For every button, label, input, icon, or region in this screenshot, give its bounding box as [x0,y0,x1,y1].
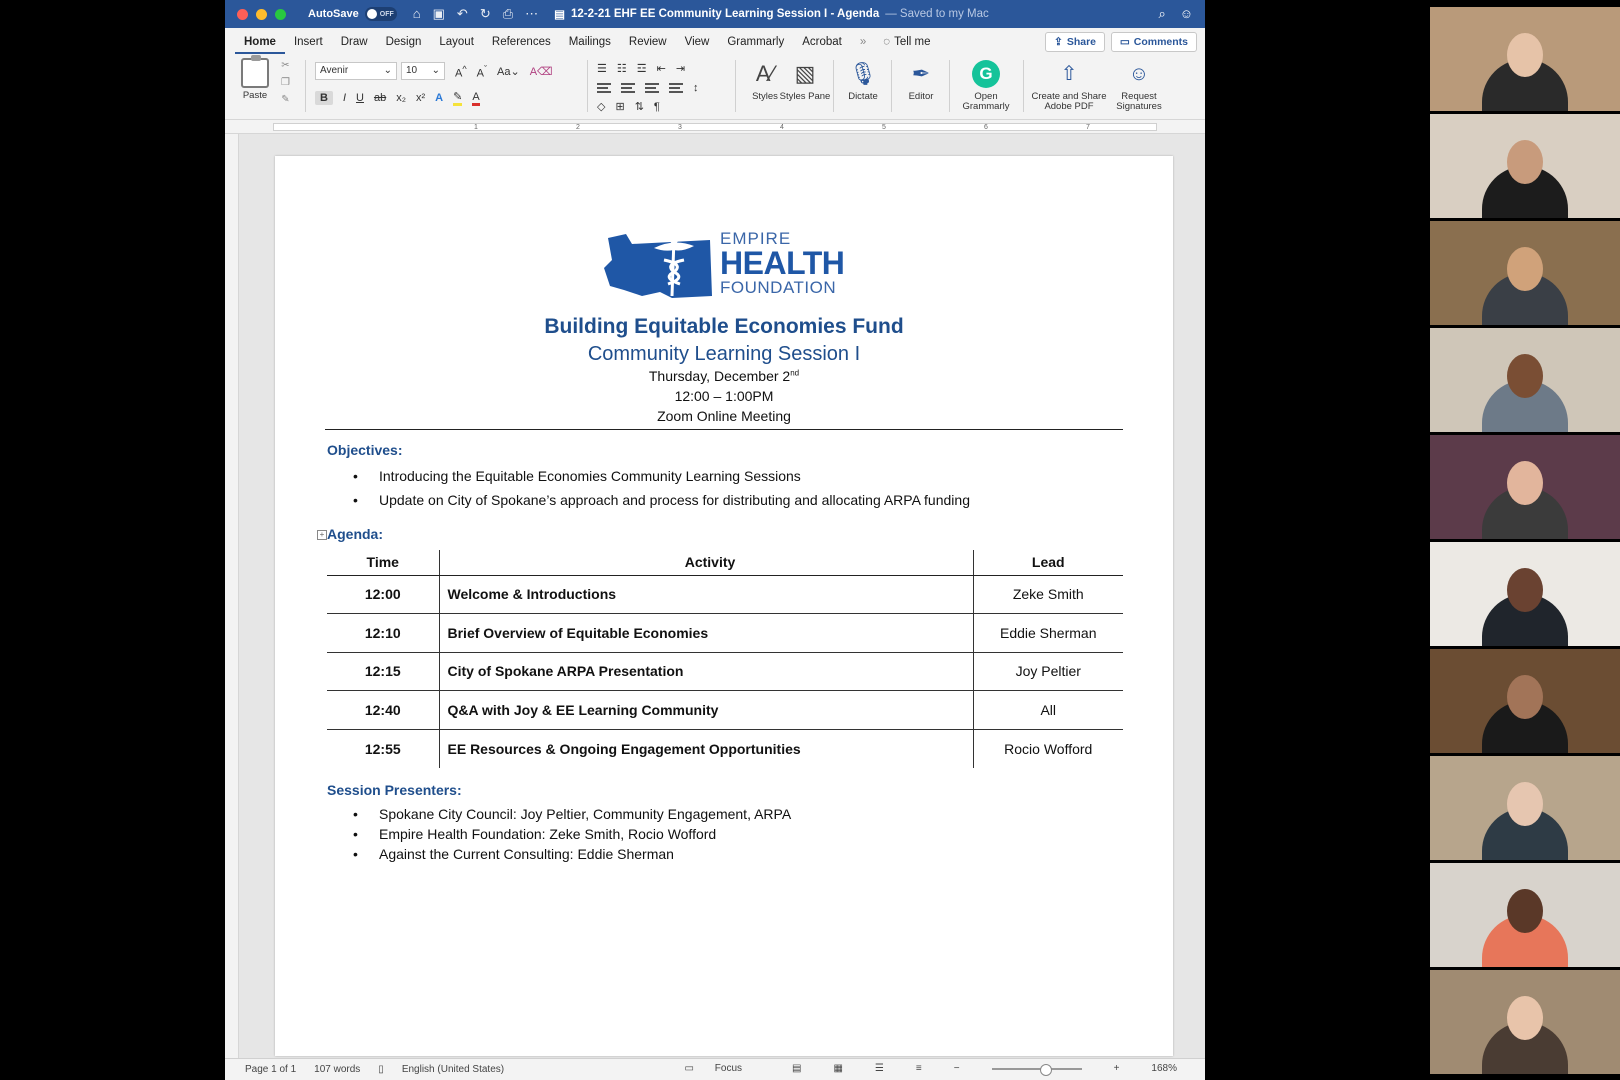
create-share-pdf-button[interactable] [1029,58,1109,113]
agenda-lead: Joy Peltier [973,652,1123,691]
lightbulb-icon: ◌ [883,36,891,48]
focus-icon: ▭ [684,1063,697,1074]
participant-video-tile[interactable] [1430,114,1620,218]
tab-grammarly[interactable]: Grammarly [727,36,785,48]
objectives-list [353,464,970,512]
quick-access-toolbar [413,6,538,22]
comment-icon: ▭ [1119,36,1130,48]
microphone-icon: 🎙 [849,60,877,86]
account-icon[interactable]: ☺ [1179,6,1193,21]
chevron-down-icon: ⌄ [431,65,440,76]
table-header-row [327,550,1123,575]
pdf-share-icon: ⇧ [1060,63,1078,85]
tab-view[interactable]: View [684,36,710,48]
meeting-time: 12:00 – 1:00PM [674,388,774,404]
agenda-activity: Welcome & Introductions [439,575,973,614]
document-canvas[interactable] [225,134,1205,1058]
tab-review[interactable]: Review [628,36,667,48]
ribbon-separator [891,60,892,112]
agenda-heading: Agenda: [327,526,383,542]
ribbon-separator [305,60,306,112]
autosave [308,7,397,21]
grow-font-icon[interactable]: A^ [455,64,467,80]
focus-button[interactable] [685,1063,760,1074]
close-window-button[interactable] [237,9,248,20]
chevron-down-icon: ⌄ [383,65,392,76]
ribbon-separator [1023,60,1024,112]
column-header-time: Time [327,550,439,575]
participant-head [1507,247,1543,291]
agenda-time: 12:40 [327,691,439,730]
ruler-mark: 5 [882,124,886,131]
copy-icon[interactable]: ❐ [281,77,290,88]
participant-video-tile[interactable] [1430,649,1620,753]
dictate-label: Dictate [848,91,878,102]
increase-indent-icon[interactable]: ⇥ [675,63,686,75]
participant-video-tile[interactable] [1430,221,1620,325]
ruler-mark: 1 [474,124,478,131]
list-item: • Introducing the Equitable Economies Community Learning Sessions [353,464,970,488]
participant-head [1507,354,1543,398]
bullets-icon[interactable]: ☰ [597,63,607,75]
maximize-window-button[interactable] [275,9,286,20]
status-bar [225,1058,1205,1080]
draft-view-icon[interactable]: ≡ [915,1063,922,1074]
home-icon[interactable]: ⌂ [412,6,421,21]
title-bar [225,0,1205,28]
header-divider [325,429,1123,430]
meeting-date [275,368,1173,384]
logo-wordmark [720,230,844,296]
font-name-select[interactable] [315,62,397,80]
font-size-value: 10 [406,65,418,76]
list-item: • Against the Current Consulting: Eddie Sherman [353,844,791,864]
agenda-lead: Zeke Smith [973,575,1123,614]
comments-button[interactable] [1111,32,1197,52]
editor-pen-icon: ✒ [911,60,931,86]
participant-head [1507,568,1543,612]
participant-head [1507,33,1543,77]
participant-head [1507,889,1543,933]
align-tools [597,82,699,94]
cut-icon[interactable]: ✂ [281,60,290,71]
tab-draw[interactable]: Draw [340,36,368,48]
participant-video-tile[interactable] [1430,435,1620,539]
date-suffix: nd [790,368,800,378]
date-text: Thursday, December 2 [648,368,791,384]
word-count[interactable]: 107 words [314,1064,361,1075]
redo-icon[interactable]: ↻ [479,6,491,21]
outline-view-icon[interactable]: ☰ [874,1063,884,1074]
styles-pane-button[interactable] [779,58,831,102]
ruler-mark: 6 [984,124,988,131]
agenda-time: 12:55 [327,729,439,768]
proofing-icon[interactable]: ▯ [378,1064,384,1075]
agenda-activity: Brief Overview of Equitable Economies [439,614,973,653]
agenda-lead: Rocio Wofford [1004,740,1093,757]
participant-video-tile[interactable] [1430,756,1620,860]
minimize-window-button[interactable] [256,9,267,20]
pilcrow-icon[interactable]: ¶ [653,100,660,113]
share-icon: ⇪ [1054,36,1063,48]
print-layout-icon[interactable]: ▤ [792,1063,802,1074]
tab-references[interactable]: References [491,36,551,48]
styles-pane-label: Styles Pane [779,91,831,102]
participant-video-tile[interactable] [1430,328,1620,432]
request-signatures-button[interactable] [1109,58,1169,113]
table-row [327,729,1123,768]
word-window [225,0,1205,1080]
agenda-time: 12:10 [327,614,439,653]
font-size-tools [455,64,553,80]
clear-formatting-icon[interactable]: A⌫ [529,66,553,79]
open-grammarly-label: Open Grammarly [962,91,1010,113]
participant-head [1507,782,1543,826]
tab-home[interactable]: Home [235,36,285,54]
change-case-icon[interactable]: Aa⌄ [497,66,520,79]
titlebar-right [1158,6,1193,22]
editor-label: Editor [908,91,934,102]
doc-title-text: 12-2-21 EHF EE Community Learning Session I - Agenda [571,8,880,20]
agenda-table [327,550,1123,768]
font-name-value: Avenir [320,65,349,76]
ruler-mark: 3 [678,124,682,131]
styles-label: Styles [752,91,778,102]
tell-me[interactable] [875,36,938,54]
justify-icon[interactable] [669,83,683,93]
ribbon-separator [949,60,950,112]
ribbon-separator [833,60,834,112]
empire-health-logo [602,229,845,306]
window-controls [237,9,286,20]
objectives-heading: Objectives: [327,442,403,458]
tell-me-label: Tell me [894,36,931,48]
ruler-mark: 4 [780,124,784,131]
page-count[interactable]: Page 1 of 1 [245,1064,297,1075]
ribbon-home [225,54,1205,120]
status-right [685,1063,1195,1074]
tab-acrobat[interactable]: Acrobat [802,36,842,48]
ruler-mark: 7 [1086,124,1090,131]
document-subtitle: Community Learning Session I [587,343,861,365]
align-center-icon[interactable] [621,83,635,93]
table-row [327,614,1123,653]
participant-video-tile[interactable] [1430,7,1620,111]
agenda-time: 12:00 [327,575,439,614]
underline-icon[interactable]: U [356,92,364,104]
tab-mailings[interactable]: Mailings [568,36,611,48]
borders-icon[interactable]: ⊞ [615,101,625,113]
logo-foundation: FOUNDATION [720,278,837,297]
table-row [327,575,1123,614]
search-icon[interactable]: ⌕ [1158,6,1166,21]
column-header-activity: Activity [439,550,973,575]
more-tabs-button[interactable]: » [859,36,867,48]
superscript-icon[interactable]: x² [416,92,426,104]
shading-tools [597,100,660,113]
tab-design[interactable]: Design [385,36,422,48]
participant-head [1507,675,1543,719]
list-item: • Empire Health Foundation: Zeke Smith, Rocio Wofford [353,824,791,844]
font-format-tools [315,90,480,106]
print-icon[interactable]: ⎙ [502,6,514,21]
vertical-ruler[interactable] [225,134,239,1058]
tab-insert[interactable]: Insert [293,36,323,48]
save-icon[interactable]: ▣ [432,6,445,21]
table-move-handle[interactable]: + [317,530,327,540]
create-share-pdf-label: Create and Share Adobe PDF [1031,91,1107,113]
meeting-location: Zoom Online Meeting [657,408,791,424]
decrease-indent-icon[interactable]: ⇤ [656,63,666,75]
zoom-slider[interactable] [992,1068,1082,1070]
saved-status[interactable]: — Saved to my Mac [885,8,989,20]
clipboard-icon [241,58,269,88]
text-effects-icon[interactable]: A [435,92,444,104]
participant-video-tile[interactable] [1430,970,1620,1074]
column-header-lead: Lead [973,550,1123,575]
participant-head [1507,461,1543,505]
align-right-icon[interactable] [645,83,659,93]
line-spacing-icon[interactable]: ↕ [693,82,699,94]
styles-icon: A⁄ [755,60,775,86]
highlight-icon[interactable]: ✎ [453,90,462,106]
shading-icon[interactable]: ◇ [597,101,606,113]
ruler-mark: 2 [576,124,580,131]
logo-health: HEALTH [720,245,845,281]
strikethrough-icon[interactable]: ab [373,92,387,104]
numbering-icon[interactable]: ☷ [616,63,627,75]
agenda-lead: All [973,691,1123,730]
request-signatures-label: Request Signatures [1116,91,1162,113]
styles-pane-icon: ▧ [794,60,816,86]
paste-button[interactable] [233,58,277,101]
participant-video-tile[interactable] [1430,542,1620,646]
autosave-toggle[interactable] [365,7,397,21]
document-page[interactable] [275,156,1173,1056]
zoom-out-icon[interactable]: − [953,1063,960,1074]
document-title [554,7,989,21]
word-doc-icon: ▤ [554,9,565,21]
zoom-level[interactable]: 168% [1151,1063,1177,1074]
participant-head [1507,140,1543,184]
share-button[interactable] [1045,32,1105,52]
autosave-state: OFF [379,10,394,18]
focus-label: Focus [714,1063,743,1074]
list-item: • Update on City of Spokane’s approach and process for distributing and allocating ARPA funding [353,488,970,512]
ribbon-separator [735,60,736,112]
web-layout-icon[interactable]: ▦ [833,1063,843,1074]
bold-icon[interactable]: B [315,91,333,105]
horizontal-ruler[interactable] [225,120,1205,134]
italic-icon[interactable]: I [342,92,347,104]
subscript-icon[interactable]: x₂ [396,92,406,104]
format-painter-icon[interactable]: ✎ [281,94,290,105]
comments-label: Comments [1133,36,1188,48]
agenda-lead: Eddie Sherman [973,614,1123,653]
agenda-activity: Q&A with Joy & EE Learning Community [439,691,973,730]
more-icon[interactable]: ⋯ [525,6,539,21]
paste-label: Paste [242,90,268,101]
align-left-icon[interactable] [597,83,611,93]
ribbon-tabs [225,28,1205,54]
logo-empire: EMPIRE [720,229,792,248]
presenters-heading: Session Presenters: [327,782,462,798]
tab-layout[interactable]: Layout [439,36,474,48]
autosave-label: AutoSave [308,8,359,20]
agenda-time: 12:15 [327,652,439,691]
washington-caduceus-icon [602,230,714,302]
list-item: • Spokane City Council: Joy Peltier, Community Engagement, ARPA [353,804,791,824]
participant-video-tile[interactable] [1430,863,1620,967]
table-row [327,691,1123,730]
font-color-icon[interactable]: A [472,91,479,106]
presenters-list [353,804,791,864]
ribbon-separator [587,60,588,112]
share-label: Share [1066,36,1096,48]
undo-icon[interactable]: ↶ [456,6,468,21]
table-row [327,652,1123,691]
clipboard-tools [281,60,290,105]
multilevel-list-icon[interactable]: ☲ [636,63,647,75]
document-title-heading: Building Equitable Economies Fund [544,315,904,338]
language[interactable]: English (United States) [401,1064,505,1075]
grammarly-icon: G [972,60,1000,88]
shrink-font-icon[interactable]: $A^ˇ$ [476,64,488,80]
zoom-in-icon[interactable]: + [1113,1063,1120,1074]
agenda-activity: EE Resources & Ongoing Engagement Opportunities [439,729,973,768]
ruler-track [273,123,1157,131]
font-size-select[interactable] [401,62,445,80]
list-tools [597,62,685,75]
dictate-button[interactable] [837,58,889,102]
sort-icon[interactable]: ⇅ [634,101,644,113]
participant-head [1507,996,1543,1040]
signature-icon: ☺ [1128,63,1150,85]
editor-button[interactable] [895,58,947,102]
agenda-activity: City of Spokane ARPA Presentation [439,652,973,691]
open-grammarly-button[interactable] [955,58,1017,113]
